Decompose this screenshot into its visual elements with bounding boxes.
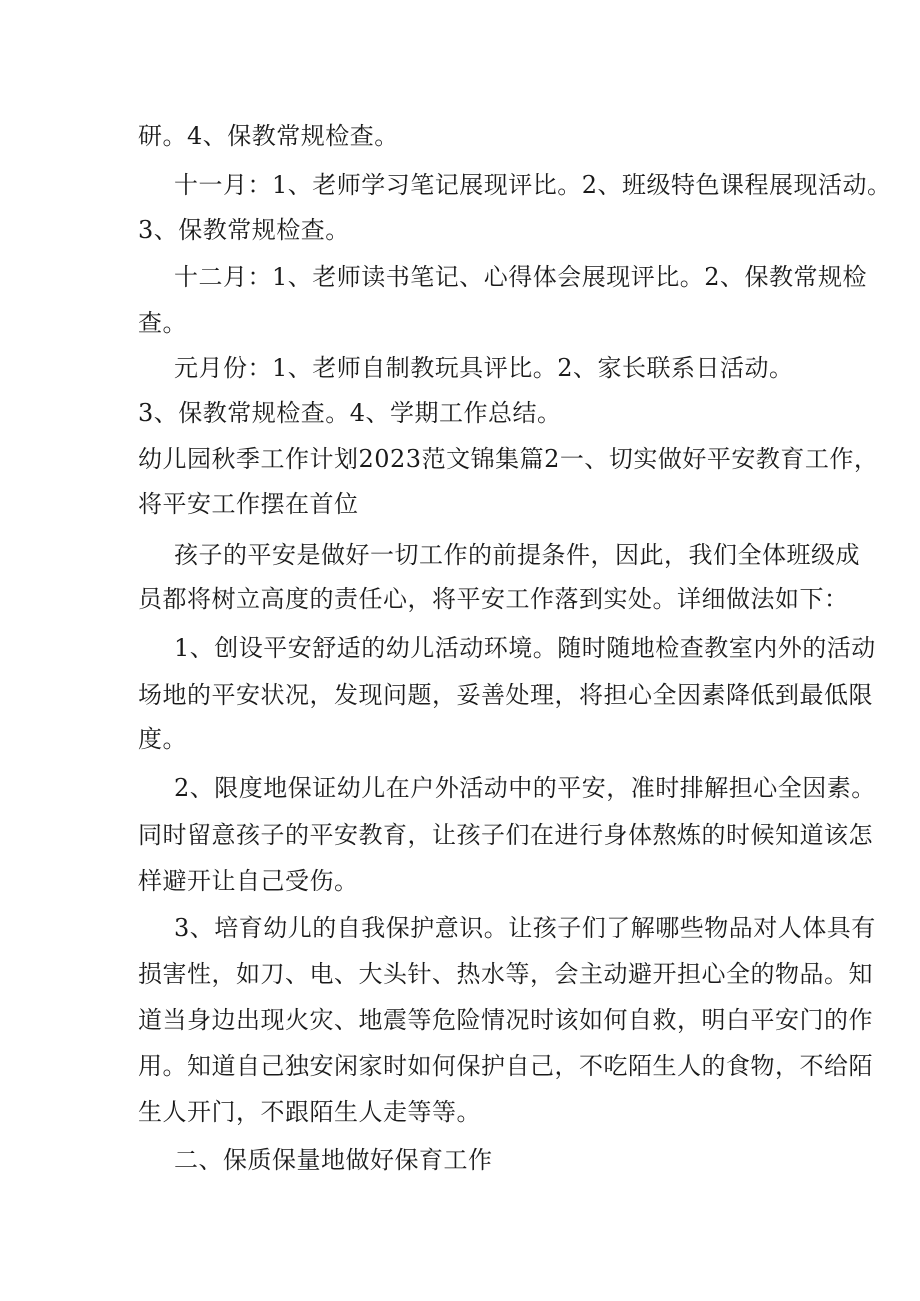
- text-line: 损害性，如刀、电、大头针、热水等，会主动避开担心全的物品。知: [138, 960, 873, 988]
- text-line: 3、保教常规检查。4、学期工作总结。: [138, 399, 562, 427]
- text-line: 1、创设平安舒适的幼儿活动环境。随时随地检查教室内外的活动: [174, 634, 876, 662]
- text-line: 十一月：1、老师学习笔记展现评比。2、班级特色课程展现活动。: [174, 171, 892, 199]
- section-heading: 将平安工作摆在首位: [138, 490, 359, 518]
- text-line: 元月份：1、老师自制教玩具评比。2、家长联系日活动。: [174, 354, 794, 382]
- text-line: 度。: [138, 725, 187, 753]
- text-line: 3、保教常规检查。: [138, 216, 350, 244]
- text-line: 3、培育幼儿的自我保护意识。让孩子们了解哪些物品对人体具有: [174, 914, 876, 942]
- text-line: 样避开让自己受伤。: [138, 867, 359, 895]
- text-line: 用。知道自己独安闲家时如何保护自己，不吃陌生人的食物，不给陌: [138, 1052, 873, 1080]
- text-line: 查。: [138, 309, 187, 337]
- text-line: 道当身边出现火灾、地震等危险情况时该如何自救，明白平安门的作: [138, 1006, 873, 1034]
- text-line: 生人开门，不跟陌生人走等等。: [138, 1098, 481, 1126]
- section-heading: 幼儿园秋季工作计划2023范文锦集篇2一、切实做好平安教育工作，: [138, 445, 879, 473]
- text-line: 十二月：1、老师读书笔记、心得体会展现评比。2、保教常规检: [174, 263, 868, 291]
- text-line: 2、限度地保证幼儿在户外活动中的平安，准时排解担心全因素。: [174, 774, 876, 802]
- text-line: 孩子的平安是做好一切工作的前提条件，因此，我们全体班级成: [174, 541, 860, 569]
- text-line: 员都将树立高度的责任心，将平安工作落到实处。详细做法如下：: [138, 585, 849, 613]
- text-line: 场地的平安状况，发现问题，妥善处理，将担心全因素降低到最低限: [138, 681, 873, 709]
- text-line: 同时留意孩子的平安教育，让孩子们在进行身体熬炼的时候知道该怎: [138, 821, 873, 849]
- text-line: 研。4、保教常规检查。: [138, 122, 399, 150]
- section-heading: 二、保质保量地做好保育工作: [174, 1146, 493, 1174]
